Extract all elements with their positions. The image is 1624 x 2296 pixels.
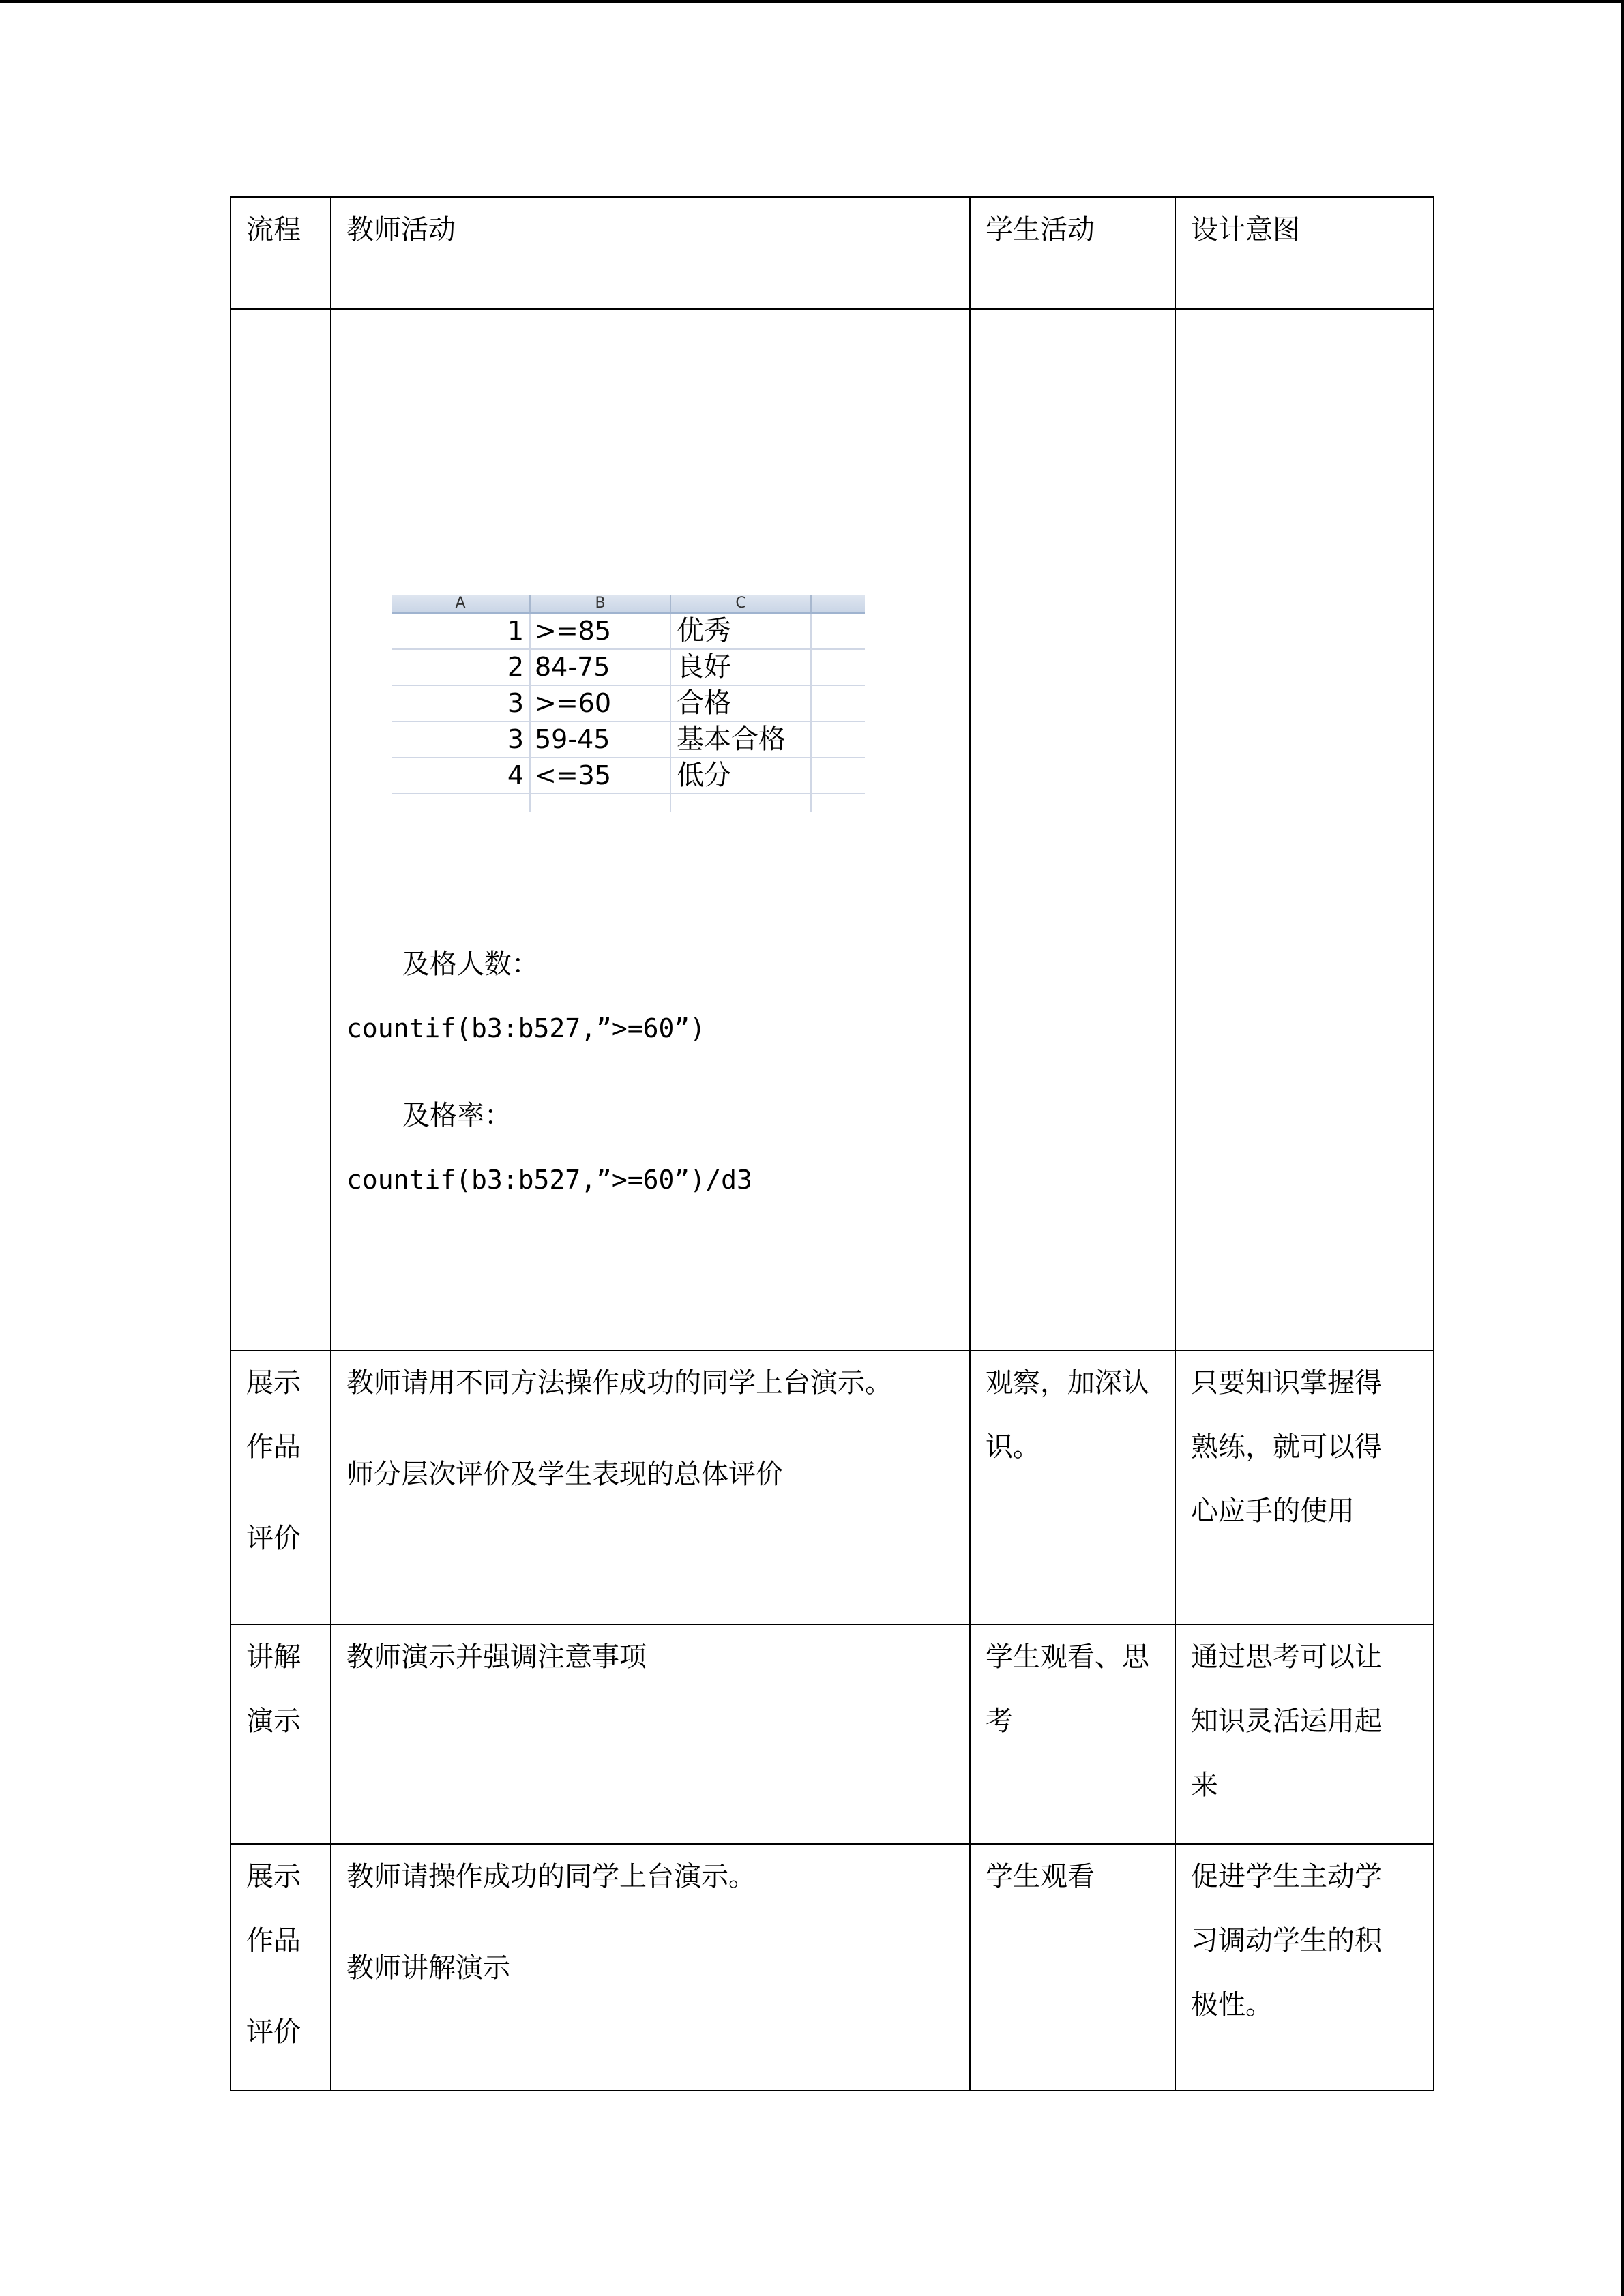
pass-count-label: 及格人数： xyxy=(402,949,539,980)
sheet-cell-c: 低分 xyxy=(671,758,812,793)
lesson-plan-table xyxy=(230,196,1434,2091)
sheet-cell-b: >=85 xyxy=(531,614,671,648)
row2-student xyxy=(970,1624,1175,1844)
page-border-right xyxy=(1621,0,1624,2296)
sheet-cell-a: 1 xyxy=(392,614,531,648)
row3-student-line: 学生观看 xyxy=(986,1861,1095,1892)
sheet-cell-a: 3 xyxy=(392,686,531,721)
sheet-cell-c: 合格 xyxy=(671,686,812,721)
row1-student xyxy=(970,1350,1175,1624)
row1-process-line: 评价 xyxy=(246,1523,301,1554)
sheet-cell-c: 优秀 xyxy=(671,614,812,648)
sheet-cell-d xyxy=(812,686,865,721)
row3-process xyxy=(231,1844,331,2091)
row1-teacher-line: 教师请用不同方法操作成功的同学上台演示。 xyxy=(346,1367,892,1399)
header-process xyxy=(231,197,331,309)
sheet-cell-b: 84-75 xyxy=(531,650,671,685)
sheet-cell-d xyxy=(812,650,865,685)
row2-process-line: 演示 xyxy=(246,1705,301,1737)
row2-intent-line: 来 xyxy=(1191,1770,1218,1801)
table-row xyxy=(231,1350,1434,1624)
sheet-row xyxy=(392,758,865,794)
header-teacher xyxy=(331,197,970,309)
pass-count-formula: countif(b3:b527,”>=60”) xyxy=(346,1013,706,1043)
sheet-row xyxy=(392,686,865,722)
sheet-cell-a: 2 xyxy=(392,650,531,685)
sheet-cell-d xyxy=(812,722,865,757)
header-student-label: 学生活动 xyxy=(986,214,1095,245)
header-intent-label: 设计意图 xyxy=(1191,214,1300,245)
row2-intent-line: 知识灵活运用起 xyxy=(1191,1705,1382,1737)
row3-process-line: 评价 xyxy=(246,2016,301,2048)
sheet-cell-d xyxy=(812,758,865,793)
sheet-cell-c: 良好 xyxy=(671,650,812,685)
row2-intent xyxy=(1175,1624,1434,1844)
row2-student-line: 学生观看、思 xyxy=(986,1641,1149,1673)
header-process-label: 流程 xyxy=(246,214,301,245)
formula-block xyxy=(346,932,954,1212)
spreadsheet-snippet xyxy=(392,595,865,812)
sheet-cell-a: 4 xyxy=(392,758,531,793)
row2-student-line: 考 xyxy=(986,1705,1013,1737)
row1-intent-line: 只要知识掌握得 xyxy=(1191,1367,1382,1399)
row1-process xyxy=(231,1350,331,1624)
row3-teacher-line: 教师讲解演示 xyxy=(346,1952,510,1984)
header-teacher-label: 教师活动 xyxy=(346,214,456,245)
page-border-top xyxy=(0,0,1624,3)
sheet-rows xyxy=(392,614,865,794)
sheet-cell-b: <=35 xyxy=(531,758,671,793)
sheet-row xyxy=(392,650,865,686)
row2-intent-line: 通过思考可以让 xyxy=(1191,1641,1382,1673)
row3-teacher xyxy=(331,1844,970,2091)
row1-process-line: 展示 xyxy=(246,1367,301,1399)
row2-teacher-line: 教师演示并强调注意事项 xyxy=(346,1641,647,1673)
sheet-cell-c: 基本合格 xyxy=(671,722,812,757)
sheet-cell-a: 3 xyxy=(392,722,531,757)
sheet-col-d xyxy=(812,595,865,612)
pass-rate-formula: countif(b3:b527,”>=60”)/d3 xyxy=(346,1165,752,1195)
row1-intent-line: 心应手的使用 xyxy=(1191,1495,1355,1527)
header-student xyxy=(970,197,1175,309)
row2-teacher xyxy=(331,1624,970,1844)
row1-intent xyxy=(1175,1350,1434,1624)
formula-row-teacher xyxy=(331,309,970,1350)
header-intent xyxy=(1175,197,1434,309)
sheet-row xyxy=(392,722,865,758)
formula-row xyxy=(231,309,1434,1350)
formula-row-intent xyxy=(1175,309,1434,1350)
sheet-row xyxy=(392,614,865,650)
row3-intent-line: 促进学生主动学 xyxy=(1191,1861,1382,1892)
pass-rate-label: 及格率： xyxy=(402,1100,512,1131)
row3-process-line: 作品 xyxy=(246,1925,301,1956)
formula-row-process xyxy=(231,309,331,1350)
row3-process-line: 展示 xyxy=(246,1861,301,1892)
table-row xyxy=(231,1844,1434,2091)
sheet-column-header xyxy=(392,595,865,614)
row1-student-line: 识。 xyxy=(986,1431,1040,1463)
sheet-col-b: B xyxy=(531,595,671,612)
sheet-col-c: C xyxy=(671,595,812,612)
row3-intent xyxy=(1175,1844,1434,2091)
sheet-col-a: A xyxy=(392,595,531,612)
header-row xyxy=(231,197,1434,309)
sheet-empty-row xyxy=(392,794,865,812)
formula-row-student xyxy=(970,309,1175,1350)
sheet-cell-b: 59-45 xyxy=(531,722,671,757)
row1-intent-line: 熟练，就可以得 xyxy=(1191,1431,1382,1463)
row3-intent-line: 极性。 xyxy=(1191,1989,1273,2021)
sheet-cell-d xyxy=(812,614,865,648)
row2-process xyxy=(231,1624,331,1844)
row3-teacher-line: 教师请操作成功的同学上台演示。 xyxy=(346,1861,756,1892)
row1-teacher-line: 师分层次评价及学生表现的总体评价 xyxy=(346,1459,783,1490)
row1-student-line: 观察，加深认 xyxy=(986,1367,1149,1399)
row1-teacher xyxy=(331,1350,970,1624)
row3-intent-line: 习调动学生的积 xyxy=(1191,1925,1382,1956)
row3-student xyxy=(970,1844,1175,2091)
sheet-cell-b: >=60 xyxy=(531,686,671,721)
row1-process-line: 作品 xyxy=(246,1431,301,1463)
row2-process-line: 讲解 xyxy=(246,1641,301,1673)
table-row xyxy=(231,1624,1434,1844)
